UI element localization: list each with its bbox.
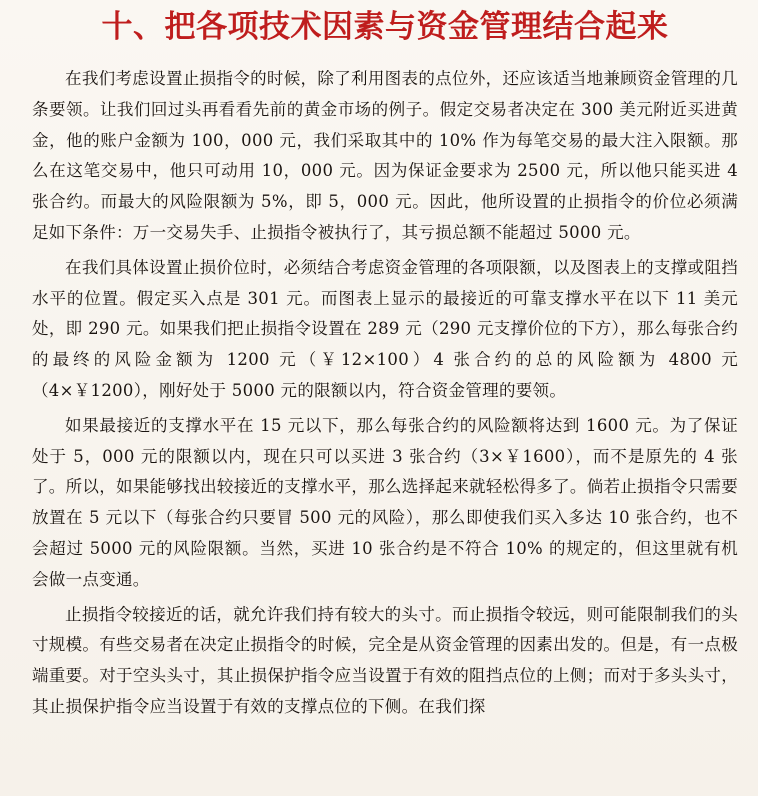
paragraph-2: 在我们具体设置止损价位时，必须结合考虑资金管理的各项限额，以及图表上的支撑或阻挡水平的位置。假定买入点是 301 元。而图表上显示的最接近的可靠支撑水平在以下 11 美元处，即 290 元。如果我们把止损指令设置在 289 元（290 元支撑价位的下方），那么每张合约的最终的风险金额为 1200 元（￥12×100）4 张合约的总的风险额为 4800 元（4×￥1200），刚好处于 5000 元的限额以内，符合资金管理的要领。 <box>32 257 738 400</box>
paragraph-4: 止损指令较接近的话，就允许我们持有较大的头寸。而止损指令较远，则可能限制我们的头寸规模。有些交易者在决定止损指令的时候，完全是从资金管理的因素出发的。但是，有一点极端重要。对于空头头寸，其止损保护指令应当设置于有效的阻挡点位的上侧；而对于多头头寸，其止损保护指令应当设置于有效的支撑点位的下侧。在我们探 <box>32 604 738 716</box>
body-text <box>32 64 738 723</box>
paragraph-1: 在我们考虑设置止损指令的时候，除了利用图表的点位外，还应该适当地兼顾资金管理的几条要领。让我们回过头再看看先前的黄金市场的例子。假定交易者决定在 300 美元附近买进黄金，他的账户金额为 100，000 元，我们采取其中的 10% 作为每笔交易的最大注入限额。那么在这笔交易中，他只可动用 10，000 元。因为保证金要求为 2500 元，所以他只能买进 4 张合约。而最大的风险限额为 5%，即 5，000 元。因此，他所设置的止损指令的价位必须满足如下条件：万一交易失手、止损指令被执行了，其亏损总额不能超过 5000 元。 <box>32 69 738 242</box>
section-title: 十、把各项技术因素与资金管理结合起来 <box>101 9 669 45</box>
paragraph-3: 如果最接近的支撑水平在 15 元以下，那么每张合约的风险额将达到 1600 元。为了保证处于 5，000 元的限额以内，现在只可以买进 3 张合约（3×￥1600），而不是原先的 4 张了。所以，如果能够找出较接近的支撑水平，那么选择起来就轻松得多了。倘若止损指令只需要放置在 5 元以下（每张合约只要冒 500 元的风险），那么即使我们买入多达 10 张合约，也不会超过 5000 元的风险限额。当然，买进 10 张合约是不符合 10% 的规定的，但这里就有机会做一点变通。 <box>32 415 738 589</box>
